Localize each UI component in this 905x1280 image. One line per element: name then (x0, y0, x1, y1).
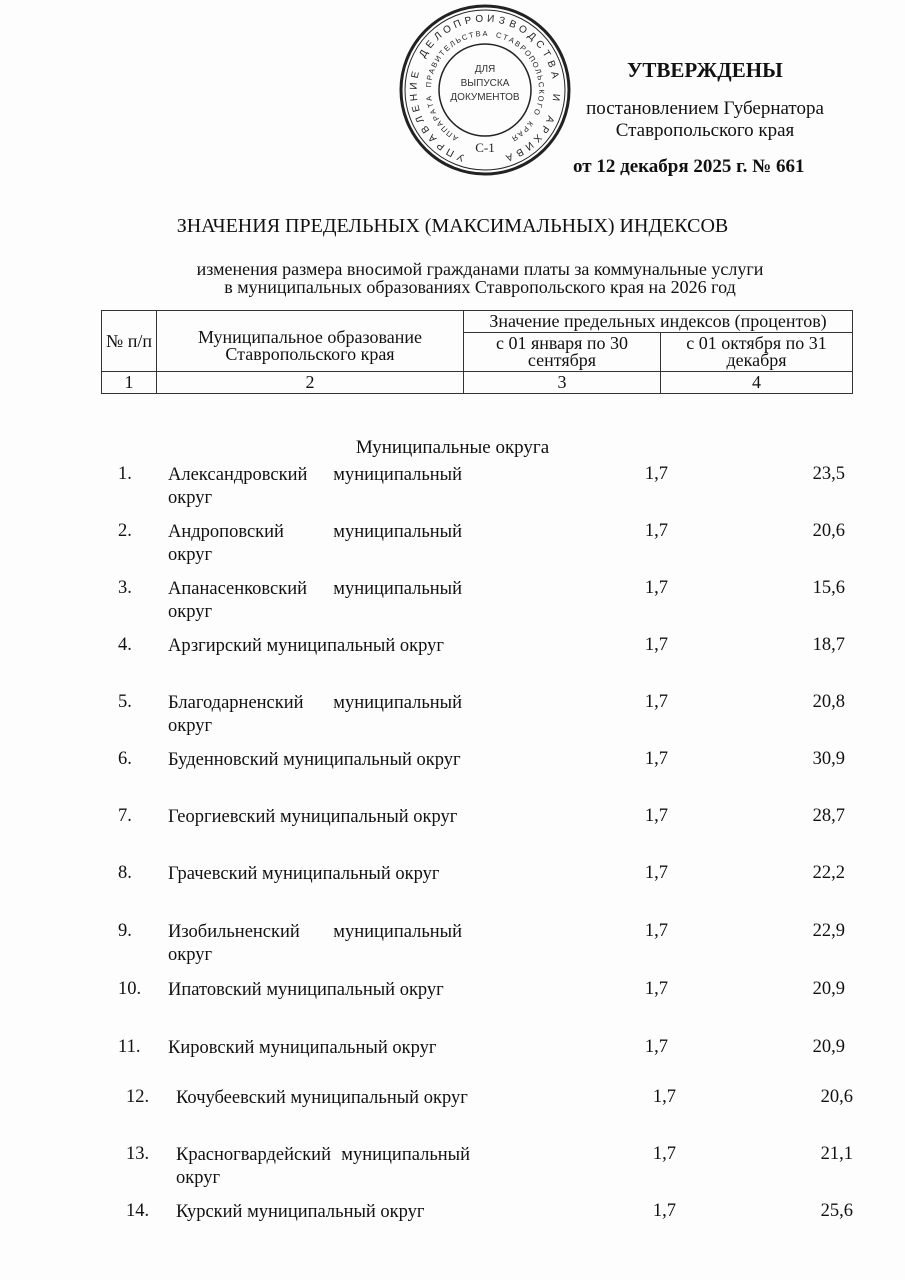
index-oct-dec: 18,7 (812, 635, 845, 655)
seal-letter: Р (435, 139, 448, 152)
seal-letter: Р (537, 123, 551, 135)
document-subtitle (100, 260, 860, 296)
index-oct-dec: 20,8 (812, 692, 845, 712)
seal-letter: А (548, 70, 561, 80)
seal-letter: А (450, 132, 460, 144)
seal-letter: Е (409, 70, 422, 80)
table-row (0, 749, 905, 799)
seal-center-line: ДЛЯ (474, 64, 496, 75)
seal-letter: А (426, 131, 440, 145)
seal-letter: И (408, 82, 420, 90)
seal-letter: Л (533, 67, 544, 75)
index-oct-dec: 30,9 (812, 749, 845, 769)
seal-letter: О (536, 94, 546, 103)
index-oct-dec: 21,1 (820, 1144, 853, 1164)
row-number: 1. (118, 464, 132, 484)
seal-letter: О (474, 13, 484, 26)
row-number: 8. (118, 863, 132, 883)
municipality-name: Апанасенковский муниципальный округ (168, 579, 462, 622)
table-row (0, 692, 905, 742)
seal-letter: Е (424, 38, 437, 51)
seal-letter: А (507, 34, 517, 46)
row-number: 10. (118, 979, 142, 999)
seal-letter: Р (520, 124, 531, 135)
column-number: 4 (661, 372, 853, 394)
municipality-name: Кировский муниципальный округ (168, 1038, 437, 1058)
column-number: 3 (464, 372, 661, 394)
table-header (101, 310, 853, 394)
seal-letter: Р (463, 15, 473, 28)
row-number: 6. (118, 749, 132, 769)
table-row (0, 979, 905, 1029)
table-row (0, 464, 905, 514)
seal-letter: З (497, 15, 507, 28)
seal-letter: Е (442, 43, 452, 54)
seal-code: С-1 (475, 140, 495, 155)
header-index-group: Значение предельных индексов (процентов) (464, 311, 853, 333)
seal-letter: О (441, 23, 454, 37)
municipality-name: Курский муниципальный округ (176, 1202, 425, 1222)
index-jan-sep: 1,7 (644, 921, 668, 941)
index-jan-sep: 1,7 (644, 578, 668, 598)
row-number: 11. (118, 1037, 141, 1057)
seal-letter: Г (534, 102, 545, 109)
seal-letter: Т (467, 30, 475, 41)
seal-letter: В (512, 38, 523, 50)
index-oct-dec: 20,6 (812, 521, 845, 541)
row-number: 5. (118, 692, 132, 712)
seal-letter: Х (530, 131, 544, 145)
index-oct-dec: 20,9 (812, 979, 845, 999)
seal-letter: В (419, 123, 433, 135)
table-row (8, 1201, 905, 1251)
index-jan-sep: 1,7 (652, 1144, 676, 1164)
row-number: 2. (118, 521, 132, 541)
seal-letter: Р (424, 74, 435, 82)
seal-letter: Р (430, 113, 442, 123)
index-jan-sep: 1,7 (644, 863, 668, 883)
seal-letter: А (482, 28, 488, 38)
row-number: 7. (118, 806, 132, 826)
seal-center-line: ДОКУМЕНТОВ (450, 92, 520, 103)
index-oct-dec: 22,2 (812, 863, 845, 883)
row-number: 13. (126, 1144, 150, 1164)
index-oct-dec: 15,6 (812, 578, 845, 598)
seal-letter: А (427, 107, 439, 116)
seal-letter: Р (518, 43, 528, 54)
seal-letter: К (525, 119, 536, 129)
index-jan-sep: 1,7 (652, 1201, 676, 1221)
index-oct-dec: 20,6 (820, 1087, 853, 1107)
row-number: 9. (118, 921, 132, 941)
seal-letter: В (507, 18, 518, 32)
seal-letter: П (444, 145, 457, 159)
seal-letter: Л (432, 30, 445, 43)
seal-letter: И (432, 53, 444, 64)
seal-letter: П (439, 124, 450, 135)
index-jan-sep: 1,7 (644, 464, 668, 484)
seal-letter: А (504, 150, 515, 163)
index-oct-dec: 22,9 (812, 921, 845, 941)
index-jan-sep: 1,7 (644, 521, 668, 541)
seal-letter: Н (408, 93, 421, 102)
seal-letter: О (531, 107, 543, 117)
municipality-name: Красногвардейский муниципальный округ (176, 1145, 470, 1188)
seal-letter: Ь (535, 74, 546, 82)
seal-letter: А (424, 95, 434, 102)
table-row (8, 1144, 905, 1194)
row-number: 3. (118, 578, 132, 598)
table-row (8, 1087, 905, 1137)
subtitle-line-2: в муниципальных образованиях Ставропольского края на 2026 год (224, 277, 736, 297)
header-period-1: с 01 января по 30 сентября (464, 333, 661, 372)
municipality-name: Александровский муниципальный округ (168, 465, 462, 508)
municipality-name: Изобильненский муниципальный округ (168, 922, 462, 965)
approved-heading: УТВЕРЖДЕНЫ (627, 58, 783, 82)
column-number: 2 (157, 372, 464, 394)
seal-letter: И (522, 139, 536, 153)
seal-letter: Я (510, 132, 520, 144)
municipality-name: Благодарненский муниципальный округ (168, 693, 462, 736)
seal-letter: К (536, 89, 547, 94)
seal-letter: С (536, 81, 546, 88)
decree-date: от 12 декабря 2025 г. № 661 (573, 156, 805, 177)
index-jan-sep: 1,7 (652, 1087, 676, 1107)
row-number: 14. (126, 1201, 150, 1221)
seal-letter: Ь (453, 35, 463, 46)
index-jan-sep: 1,7 (644, 692, 668, 712)
table-row (0, 521, 905, 571)
decree-line-1: постановлением Губернатора (586, 98, 824, 119)
seal-letter: А (434, 119, 445, 129)
subtitle-line-1: изменения размера вносимой гражданами платы за коммунальные услуги (196, 259, 764, 279)
table-row (0, 578, 905, 628)
municipality-name: Арзгирский муниципальный округ (168, 636, 444, 656)
seal-letter: П (444, 128, 455, 140)
seal-letter: Д (525, 30, 538, 43)
row-number: 12. (126, 1087, 150, 1107)
row-number: 4. (118, 635, 132, 655)
seal-letter: А (515, 128, 526, 139)
table-row (0, 1037, 905, 1087)
index-oct-dec: 23,5 (812, 464, 845, 484)
index-oct-dec: 25,6 (820, 1201, 853, 1221)
seal-letter: Т (425, 101, 436, 109)
index-jan-sep: 1,7 (644, 749, 668, 769)
index-oct-dec: 28,7 (812, 806, 845, 826)
header-period-2: с 01 октября по 31 декабря (661, 333, 853, 372)
seal-letter: Т (501, 32, 510, 43)
seal-letter: О (530, 60, 541, 70)
seal-letter: И (549, 93, 562, 102)
seal-letter: Е (410, 103, 423, 114)
index-jan-sep: 1,7 (644, 806, 668, 826)
seal-letter: О (522, 48, 534, 59)
seal-letter: П (452, 18, 463, 32)
table-row (0, 635, 905, 685)
seal-letter: В (513, 145, 526, 159)
municipality-name: Георгиевский муниципальный округ (168, 807, 458, 827)
header-municipality: Муниципальное образование Ставропольского края (157, 311, 464, 372)
index-jan-sep: 1,7 (644, 635, 668, 655)
municipality-name: Андроповский муниципальный округ (168, 522, 462, 565)
seal-letter: С (495, 30, 503, 41)
decree-line-2: Ставропольского края (615, 120, 795, 141)
table-row (0, 921, 905, 971)
seal-letter: У (455, 150, 466, 163)
seal-letter: Д (417, 48, 431, 60)
seal-letter: Л (447, 38, 458, 49)
municipality-name: Буденновский муниципальный округ (168, 750, 461, 770)
table-row (0, 806, 905, 856)
seal-letter: В (474, 29, 482, 39)
column-number: 1 (102, 372, 157, 394)
seal-letter: А (543, 113, 556, 125)
seal-letter: С (460, 32, 469, 43)
document-title: ЗНАЧЕНИЯ ПРЕДЕЛЬНЫХ (МАКСИМАЛЬНЫХ) ИНДЕКСОВ (176, 215, 729, 237)
municipality-name: Кочубеевский муниципальный округ (176, 1088, 468, 1108)
official-seal-stamp (395, 0, 575, 180)
seal-letter: В (429, 60, 440, 70)
section-heading: Муниципальные округа (355, 437, 550, 458)
index-jan-sep: 1,7 (644, 979, 668, 999)
seal-letter: С (532, 38, 547, 51)
seal-center-line: ВЫПУСКА (460, 78, 510, 89)
seal-letter: П (424, 81, 434, 88)
municipality-name: Грачевский муниципальный округ (168, 864, 440, 884)
index-jan-sep: 1,7 (644, 1037, 668, 1057)
seal-letter: И (486, 13, 495, 26)
index-oct-dec: 20,9 (812, 1037, 845, 1057)
seal-letter: П (526, 53, 538, 64)
seal-letter: В (544, 59, 558, 70)
seal-letter: А (426, 67, 437, 75)
table-row (0, 863, 905, 913)
seal-letter: Т (539, 48, 553, 60)
header-num: № п/п (102, 311, 157, 372)
municipality-name: Ипатовский муниципальный округ (168, 980, 444, 1000)
seal-letter: О (516, 23, 529, 37)
decree-reference (560, 98, 850, 142)
seal-letter: Т (437, 48, 448, 58)
seal-letter: Л (414, 113, 427, 125)
